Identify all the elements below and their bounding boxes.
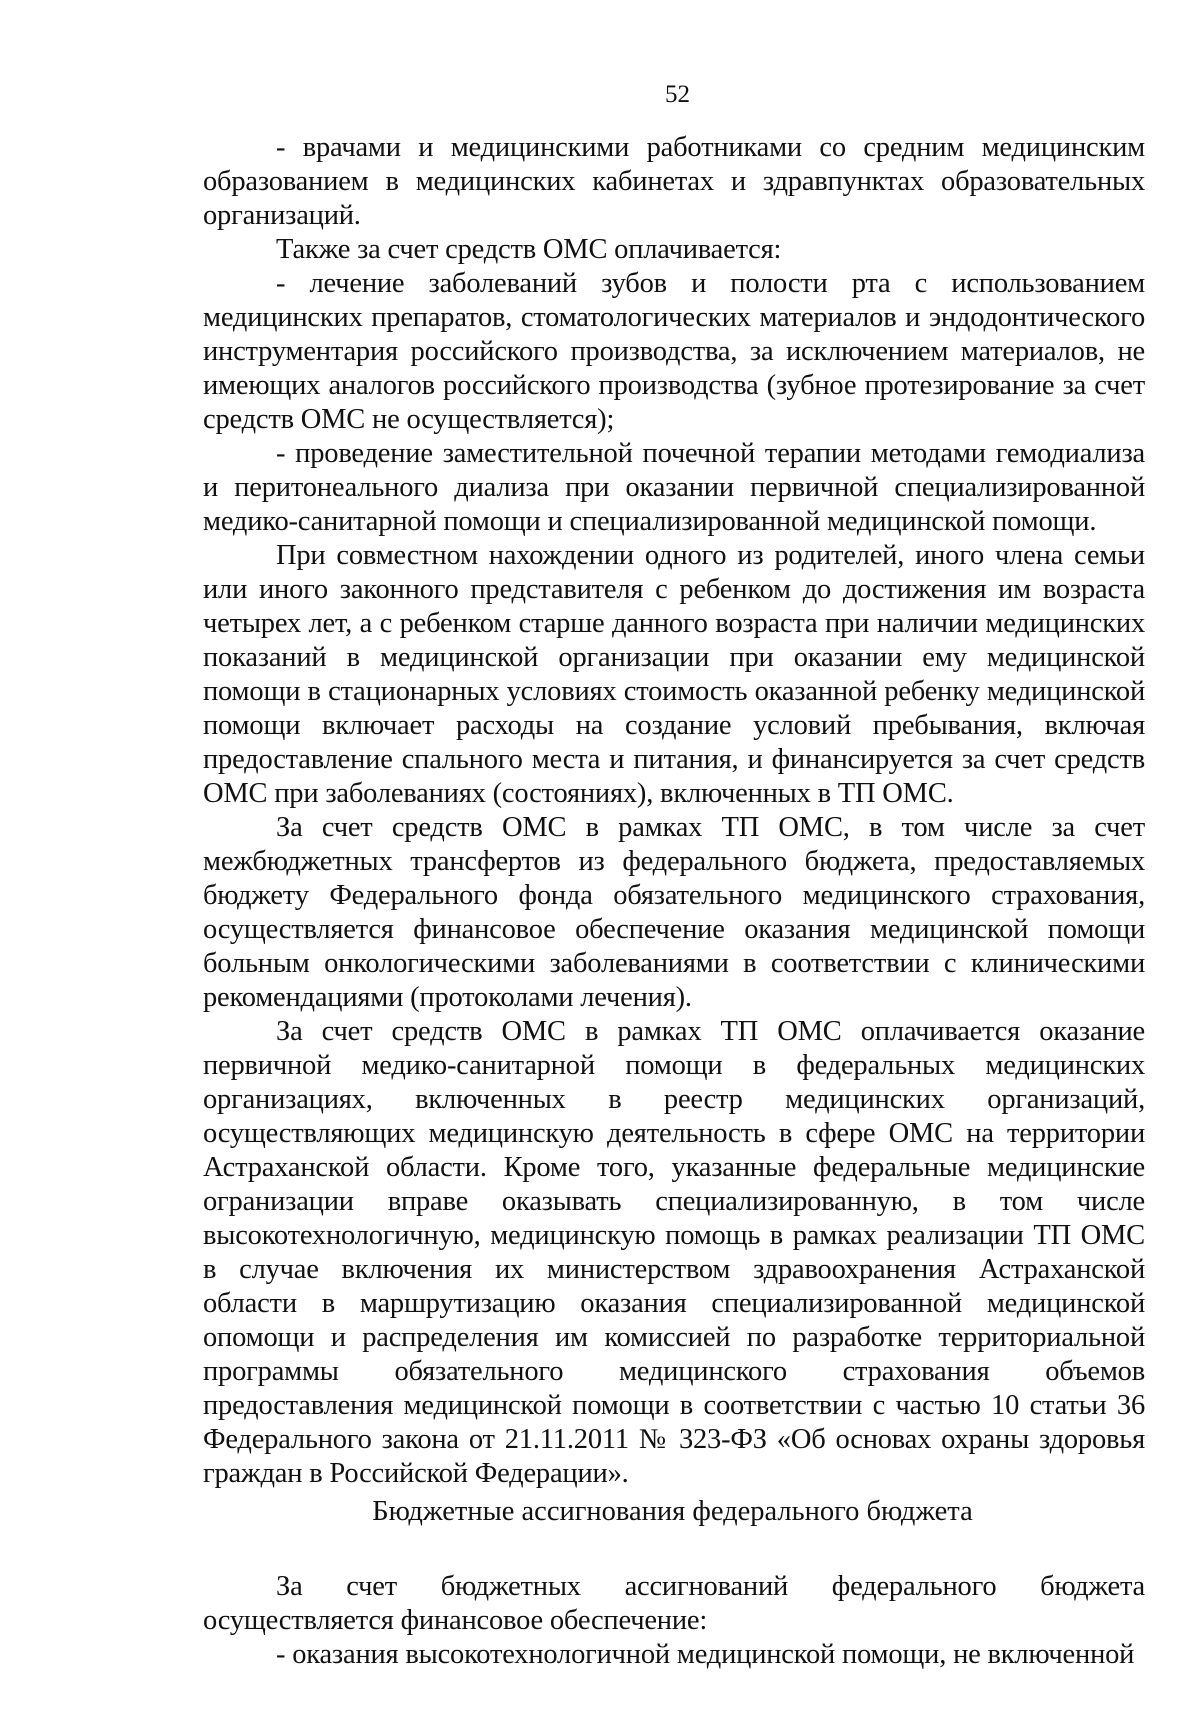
paragraph-5: При совместном нахождении одного из родителей, иного члена семьи или иного законного представителя с ребенком до достижения им возраста четырех лет, а с ребенком старше данного возраста при наличии медицинских показаний в медицинской организации при оказании ему медицинской помощи в стационарных условиях стоимость оказанной ребенку медицинской помощи включает расходы на создание условий пребывания, включая предоставление спального места и питания, и финансируется за счет средств ОМС при заболеваниях (состояниях), включенных в ТП ОМС. — [203, 540, 1145, 809]
paragraph-9: - оказания высокотехнологичной медицинской помощи, не включенной — [276, 1639, 1135, 1670]
body-text-top — [203, 131, 1145, 1491]
paragraph-3: - лечение заболеваний зубов и полости рта с использованием медицинских препаратов, стоматологических материалов и эндодонтического инструментария российского производства, за исключением материалов, не имеющих аналогов российского производства (зубное протезирование за счет средств ОМС не осуществляется); — [203, 268, 1145, 435]
paragraph-4: - проведение заместительной почечной терапии методами гемодиализа и перитонеального диализа при оказании первичной специализированной медико-санитарной помощи и специализированной медицинской помощи. — [203, 438, 1145, 537]
paragraph-2: Также за счет средств ОМС оплачивается: — [276, 234, 782, 265]
section-heading: Бюджетные ассигнования федерального бюджета — [372, 1496, 973, 1527]
body-text-bottom — [203, 1570, 1145, 1672]
paragraph-6: За счет средств ОМС в рамках ТП ОМС, в том числе за счет межбюджетных трансфертов из федерального бюджета, предоставляемых бюджету Федерального фонда обязательного медицинского страхования, осуществляется финансовое обеспечение оказания медицинской помощи больным онкологическими заболеваниями в соответствии с клиническими рекомендациями (протоколами лечения). — [203, 812, 1145, 1013]
paragraph-8: За счет бюджетных ассигнований федерального бюджета осуществляется финансовое обеспечение: — [203, 1571, 1145, 1636]
paragraph-1: - врачами и медицинскими работниками со средним медицинским образованием в медицинских кабинетах и здравпунктах образовательных организаций. — [203, 132, 1145, 231]
page-number: 52 — [665, 81, 690, 108]
paragraph-7: За счет средств ОМС в рамках ТП ОМС оплачивается оказание первичной медико-санитарной помощи в федеральных медицинских организациях, включенных в реестр медицинских организаций, осуществляющих медицинскую деятельность в сфере ОМС на территории Астраханской области. Кроме того, указанные федеральные медицинские огранизации вправе оказывать специализированную, в том числе высокотехнологичную, медицинскую помощь в рамках реализации ТП ОМС в случае включения их министерством здравоохранения Астраханской области в маршрутизацию оказания специализированной медицинской опомощи и распределения им комиссией по разработке территориальной программы обязательного медицинского страхования объемов предоставления медицинской помощи в соответствии с частью 10 статьи 36 Федерального закона от 21.11.2011 № 323-ФЗ «Об основах охраны здоровья граждан в Российской Федерации». — [203, 1016, 1145, 1489]
